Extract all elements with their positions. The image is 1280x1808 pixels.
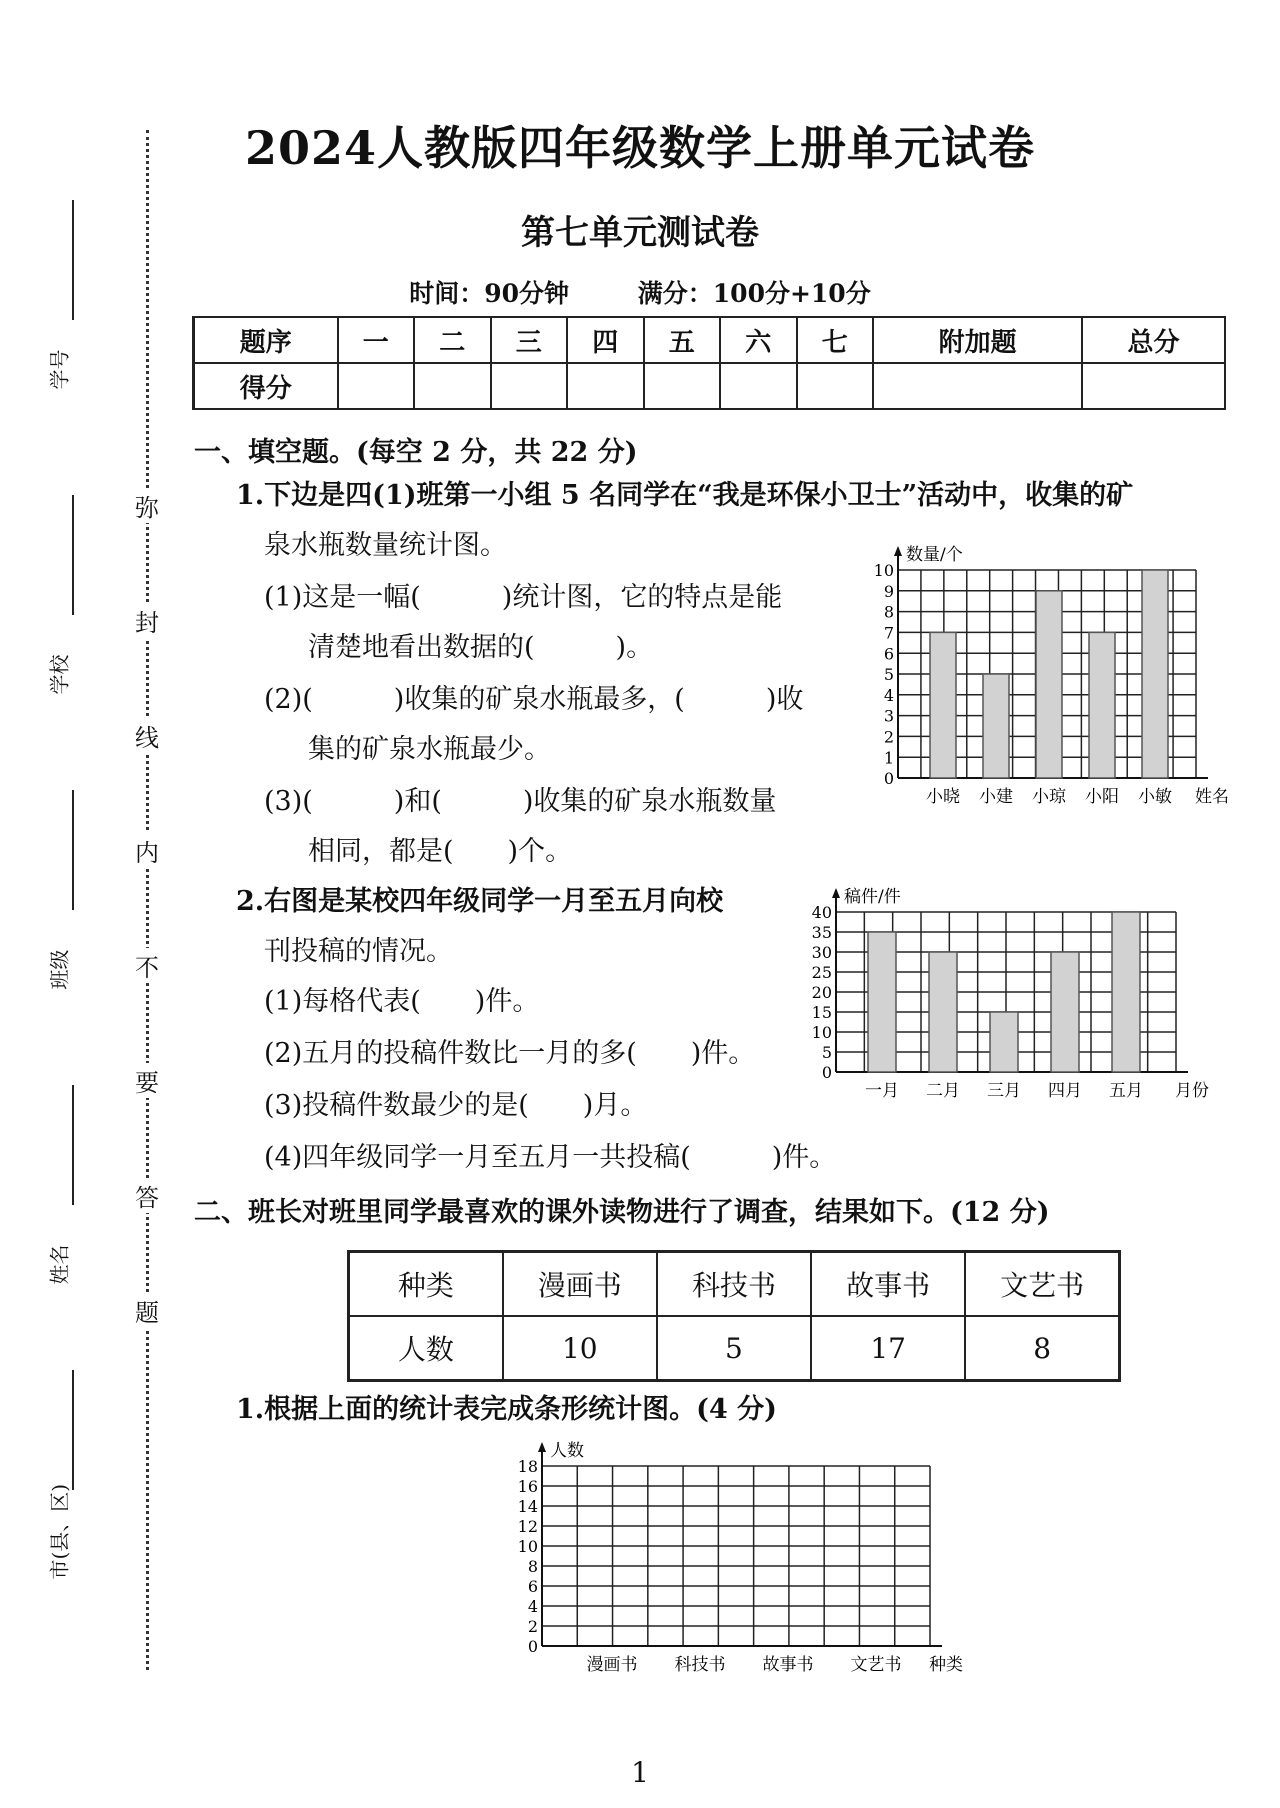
score-cell: 五 [644,317,721,363]
page-number: 1 [631,1756,649,1789]
y-tick-label: 4 [527,1597,538,1617]
survey-cell: 文艺书 [965,1252,1119,1317]
seal-char: 封 [132,603,162,638]
q2-part2: (2)五月的投稿件数比一月的多( )件。 [264,1038,756,1069]
margin-write-line[interactable] [72,495,74,615]
x-tick-label: 文艺书 [850,1655,902,1675]
y-tick-label: 6 [883,644,894,664]
x-tick-label: 漫画书 [586,1655,638,1675]
margin-label: 学校 [47,654,72,695]
bottle-count-chart [870,520,1230,820]
x-tick-label: 二月 [926,1081,960,1101]
unit-subtitle: 第七单元测试卷 [521,213,759,253]
y-axis-label: 稿件/件 [844,887,901,907]
bar [868,932,896,1072]
y-tick-label: 8 [883,602,894,622]
q1-line1 [236,478,1133,514]
score-cell: 二 [414,317,491,363]
score-blank[interactable] [338,363,415,409]
bar [1089,632,1115,778]
y-tick-label: 15 [811,1003,832,1023]
x-tick-label: 故事书 [762,1655,814,1675]
time-limit: 时间：90分钟 [409,279,570,308]
q1-part3b: 相同，都是( )个。 [308,836,573,867]
y-tick-label: 0 [821,1063,832,1083]
y-axis-label: 数量/个 [906,545,963,565]
bar [1112,912,1140,1072]
y-tick-label: 3 [883,706,894,726]
score-cell: 附加题 [873,317,1082,363]
y-tick-label: 5 [821,1043,832,1063]
q1-part1b: 清楚地看出数据的( )。 [308,632,654,663]
y-axis-label: 人数 [550,1441,584,1461]
q2-part3: (3)投稿件数最少的是( )月。 [264,1090,648,1121]
score-table [192,316,1226,410]
s2-q1 [236,1392,777,1428]
seal-dotted-line [146,130,149,1670]
survey-cell: 17 [811,1316,965,1381]
x-tick-label: 小晓 [926,787,960,807]
q2-line1 [236,884,723,920]
x-tick-label: 四月 [1048,1081,1082,1101]
q1-part3a: (3)( )和( )收集的矿泉水瓶数量 [264,786,777,817]
score-blank[interactable] [491,363,568,409]
margin-label: 班级 [47,949,72,990]
x-tick-label: 五月 [1109,1081,1143,1101]
score-table-header-row [194,317,1226,363]
score-blank[interactable] [644,363,721,409]
y-tick-label: 10 [873,561,894,581]
x-tick-label: 三月 [987,1081,1021,1101]
y-axis-arrow [538,1442,546,1452]
full-score: 满分：100分+10分 [637,279,871,308]
survey-cell: 人数 [349,1316,503,1381]
y-tick-label: 5 [883,665,894,685]
reading-blank-chart[interactable] [490,1430,1000,1680]
reading-survey-table [347,1250,1121,1382]
y-tick-label: 25 [811,963,832,983]
q2-stem: 2.右图是某校四年级同学一月至五月向校 [236,886,724,917]
survey-cell: 5 [657,1316,811,1381]
survey-cell: 漫画书 [503,1252,657,1317]
submission-chart [800,880,1230,1110]
margin-write-line[interactable] [72,1085,74,1205]
score-cell: 三 [491,317,568,363]
y-tick-label: 20 [811,983,832,1003]
section-2-heading: 二、班长对班里同学最喜欢的课外读物进行了调查，结果如下。(12 分) [194,1197,1050,1228]
survey-cell: 8 [965,1316,1119,1381]
score-blank[interactable] [797,363,874,409]
s2-q1-text: 1.根据上面的统计表完成条形统计图。(4 分) [236,1394,777,1425]
y-tick-label: 14 [517,1497,538,1517]
y-tick-label: 35 [811,923,832,943]
margin-write-line[interactable] [72,790,74,910]
bar [1142,570,1168,778]
y-tick-label: 18 [517,1457,538,1477]
q2-line2: 刊投稿的情况。 [264,936,453,967]
y-tick-label: 2 [883,727,894,747]
score-row-label: 得分 [194,363,338,409]
survey-header-row [349,1252,1120,1317]
y-tick-label: 40 [811,903,832,923]
survey-cell: 种类 [349,1252,503,1317]
score-blank[interactable] [567,363,644,409]
y-tick-label: 0 [883,769,894,789]
x-tick-label: 小阳 [1085,787,1119,807]
x-tick-label: 科技书 [674,1655,726,1675]
survey-cell: 10 [503,1316,657,1381]
y-tick-label: 2 [527,1617,538,1637]
x-tick-label: 一月 [865,1081,899,1101]
score-cell: 七 [797,317,874,363]
bar [929,952,957,1072]
bar [983,674,1009,778]
seal-char: 弥 [132,488,162,523]
y-tick-label: 4 [883,685,894,705]
survey-data-row [349,1316,1120,1381]
x-tick-label: 小建 [979,787,1013,807]
x-tick-label: 小敏 [1138,787,1172,807]
q2-part4: (4)四年级同学一月至五月一共投稿( )件。 [264,1142,837,1173]
y-tick-label: 9 [883,581,894,601]
y-tick-label: 6 [527,1577,538,1597]
y-tick-label: 10 [811,1023,832,1043]
seal-char: 题 [132,1293,162,1328]
y-tick-label: 12 [517,1517,538,1537]
x-tick-label: 小琼 [1032,787,1066,807]
y-axis-arrow [894,546,902,556]
y-tick-label: 8 [527,1557,538,1577]
score-blank[interactable] [414,363,491,409]
score-blank[interactable] [873,363,1082,409]
y-tick-label: 7 [883,623,894,643]
score-blank[interactable] [720,363,797,409]
q1-stem: 1.下边是四(1)班第一小组 5 名同学在“我是环保小卫士”活动中，收集的矿 [236,480,1134,511]
seal-char: 内 [132,833,162,868]
seal-char: 不 [132,948,162,983]
page-title: 2024人教版四年级数学上册单元试卷 [244,121,1036,175]
margin-label: 市(县、区) [47,1483,72,1580]
score-cell: 六 [720,317,797,363]
margin-label: 姓名 [47,1244,72,1285]
seal-char: 答 [132,1178,162,1213]
q2-part1: (1)每格代表( )件。 [264,986,540,1017]
bar [1036,591,1062,778]
score-table-score-row [194,363,1226,409]
survey-cell: 科技书 [657,1252,811,1317]
score-cell: 四 [567,317,644,363]
margin-label: 学号 [47,349,72,390]
seal-char: 线 [132,718,162,753]
x-axis-label: 种类 [929,1655,963,1675]
y-tick-label: 10 [517,1537,538,1557]
bar [990,1012,1018,1072]
score-blank[interactable] [1082,363,1225,409]
score-cell: 题序 [194,317,338,363]
x-axis-label: 姓名 [1195,787,1229,807]
survey-cell: 故事书 [811,1252,965,1317]
q1-part2a: (2)( )收集的矿泉水瓶最多，( )收 [264,684,804,715]
q1-line2: 泉水瓶数量统计图。 [264,530,507,561]
q1-part1a: (1)这是一幅( )统计图，它的特点是能 [264,582,783,613]
y-tick-label: 1 [883,748,894,768]
margin-write-line[interactable] [72,1370,74,1490]
score-cell: 总分 [1082,317,1225,363]
x-axis-label: 月份 [1175,1081,1209,1101]
bar [930,632,956,778]
y-tick-label: 30 [811,943,832,963]
y-axis-arrow [832,888,840,898]
score-cell: 一 [338,317,415,363]
seal-char: 要 [132,1063,162,1098]
q1-part2b: 集的矿泉水瓶最少。 [308,734,551,765]
section-1-heading: 一、填空题。(每空 2 分，共 22 分) [194,437,638,468]
exam-info [0,274,1280,310]
bar [1051,952,1079,1072]
y-tick-label: 0 [527,1637,538,1657]
y-tick-label: 16 [517,1477,538,1497]
